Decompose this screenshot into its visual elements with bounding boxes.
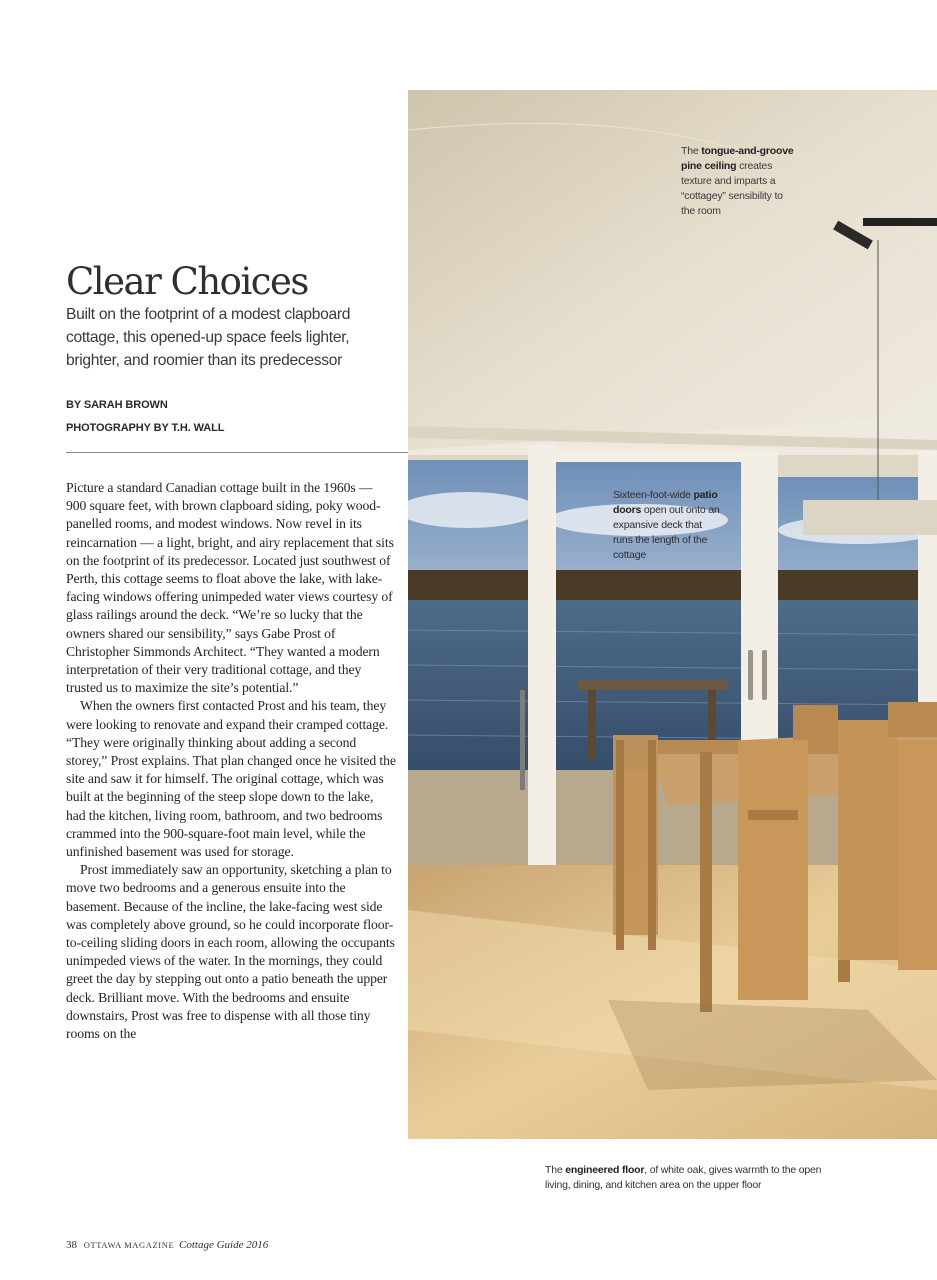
callout-ceiling-bold: tongue-and-groove pine ceiling [681,145,794,172]
divider-rule [66,452,408,453]
caption-pre: The [545,1164,566,1176]
byline: BY SARAH BROWN [66,399,168,411]
callout-doors-bold: patio doors [613,489,718,516]
callout-ceiling [681,144,796,219]
page-folio [66,1239,268,1251]
callout-doors-post: open out onto an expansive deck that runs the length of the cottage [613,504,720,561]
caption-bold: engineered floor [565,1164,645,1176]
callout-ceiling-post: creates texture and imparts a “cottagey” sensibility to the room [681,160,783,217]
article-deck: Built on the footprint of a modest clapboard cottage, this opened-up space feels lighter, brighter, and roomier than its predecessor [66,306,351,369]
body-paragraph: Prost immediately saw an opportunity, sketching a plan to move two bedrooms and a generous ensuite into the basement. Because of the incline, the lake-facing west side was completely above ground, so he could incorporate floor-to-ceiling sliding doors in each room, allowing the occupants unimpeded views of the water. In the mornings, they could greet the day by stepping out onto a patio beneath the upper deck. Brilliant move. With the bedrooms and ensuite downstairs, Prost was free to dispense with all those tiny rooms on the [66,862,395,1042]
dining-room-photo [408,90,937,1139]
caption-post: , of white oak, gives warmth to the open living, dining, and kitchen area on the upper floor [545,1164,822,1191]
article-body [66,479,396,1043]
photo-credit: PHOTOGRAPHY BY T.H. WALL [66,422,225,434]
callout-ceiling-pre: The [681,145,702,157]
photo-illustration [408,90,937,1139]
body-paragraph: When the owners first contacted Prost and his team, they were looking to renovate and expand their cramped cottage. “They were originally thinking about adding a second storey,” Prost explains. That plan changed once he visited the site and saw it for himself. The original cottage, which was built at the beginning of the steep slope down to the lake, had the kitchen, living room, bathroom, and two bedrooms crammed into the 900-square-foot main level, while the unfinished basement was used for storage. [66,698,396,860]
body-paragraph: Picture a standard Canadian cottage built in the 1960s — 900 square feet, with brown clapboard siding, poky wood-panelled rooms, and modest windows. Now revel in its reincarnation — a light, bright, and airy replacement that sits on the footprint of its predecessor. Located just southwest of Perth, this cottage seems to float above the lake, with lake-facing windows offering unimpeded water views courtesy of glass railings around the deck. “We’re so lucky that the owners shared our sensibility,” says Gabe Prost of Christopher Simmonds Architect. “They wanted a modern interpretation of their very traditional cottage, and they trusted us to maximize the site’s potential.” [66,480,394,696]
issue-name: Cottage Guide 2016 [179,1239,269,1251]
page-number: 38 [66,1239,77,1251]
article-headline: Clear Choices [66,260,308,303]
callout-doors-pre: Sixteen-foot-wide [613,489,694,501]
callout-patio-doors [613,488,723,563]
publication-name: OTTAWA MAGAZINE [83,1240,175,1250]
photo-caption [545,1163,825,1193]
